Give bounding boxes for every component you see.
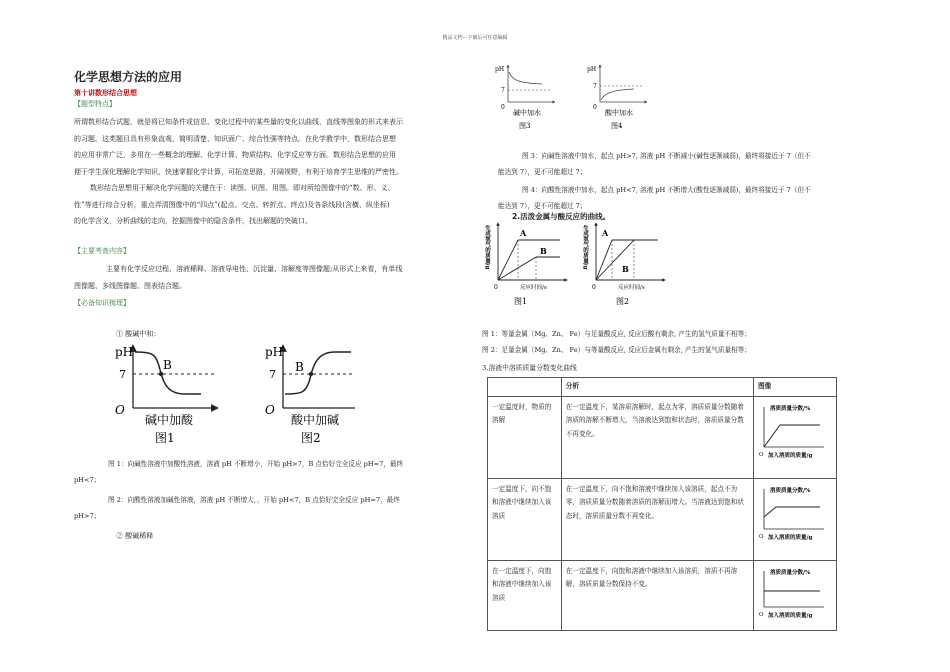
table-row — [488, 560, 837, 631]
mass-fraction-graph — [758, 401, 830, 461]
figure-metal-2 — [582, 224, 664, 306]
text-line: 便于学生深化理解化学知识，快速掌握化学计算，可拓宽思路，开阔视野，有利于培育学生思维的严密性。 — [74, 167, 403, 176]
table-row — [488, 478, 837, 560]
origin-label: O — [115, 403, 125, 417]
text-line: 能达到 7），更不可能超过 7； — [498, 202, 587, 210]
seven-label: 7 — [593, 83, 597, 90]
section-features: 【题型特点】 — [74, 100, 116, 108]
point-b — [309, 372, 313, 376]
origin-label: 0 — [593, 104, 597, 111]
section-knowledge: 【必备知识梳理】 — [74, 299, 130, 307]
analysis-cell: 在一定温度下，向饱和溶液中继续加入该溶质，溶质不再溶解，溶质质量分数保持不变。 — [561, 560, 753, 631]
seven-label: 7 — [119, 368, 126, 381]
text-line: pH>7； — [74, 512, 101, 520]
table-header-row — [488, 378, 837, 397]
mass-fraction-graph — [758, 483, 830, 543]
text-line: 图 1：等量金属（Mg、Zn、 Fe）与足量酸反应, 反应后酸有剩余, 产生的氢气质量不相等； — [482, 330, 751, 338]
item-dilution: ② 酸碱稀释 — [116, 532, 154, 540]
text-line: 图 1：向碱性溶液中加酸性溶液，溶液 pH 不断增小，开始 pH>7，B 点恰好完全反应 pH=7，最终 — [108, 460, 404, 468]
caption: 图1 — [155, 431, 175, 445]
origin-label: 0 — [501, 104, 505, 111]
origin-label: O — [265, 403, 275, 417]
x-label: 碱中加水 — [513, 109, 541, 117]
main-content-paragraph — [74, 261, 474, 294]
text-line: pH<7； — [74, 476, 101, 484]
figure-1-base-plus-acid — [115, 345, 215, 445]
text-line: 的习题。这类题目具有形象直观、简明清楚、知识面广、综合性强等特点。在化学教学中，数形结合思想 — [74, 134, 396, 143]
graph-cell — [754, 560, 837, 631]
x-label: 反应时间/s — [618, 285, 645, 291]
label-b: B — [622, 264, 629, 274]
label-b: B — [540, 246, 547, 256]
origin-label: O — [759, 451, 764, 458]
y-label: pH — [587, 66, 597, 73]
neutralization-figures — [105, 338, 355, 448]
caption: 图2 — [301, 431, 321, 445]
text-line: 能达到 7），更不可能超过 7； — [498, 168, 587, 176]
caption: 图4 — [611, 122, 623, 130]
ph-curve — [601, 89, 634, 100]
y-label: pH — [265, 345, 284, 359]
dilution-figures — [492, 58, 652, 140]
point-b — [159, 372, 163, 376]
origin-label: 0 — [494, 284, 498, 291]
y-label: 溶质质量分数/% — [770, 487, 811, 494]
condition-cell: 在一定温度下，向饱和溶液中继续加入该溶质 — [488, 560, 562, 631]
item-acid-base-neutralization: ① 酸碱中和： — [116, 330, 161, 338]
x-label: 酸中加碱 — [291, 413, 340, 427]
b-label: B — [295, 360, 304, 374]
solution-table — [487, 377, 837, 631]
curve — [764, 425, 820, 447]
analysis-cell: 在一定温度下，向不饱和溶液中继续加入该溶质，起点不为零，溶质质量分数随着溶质的溶解而增大。当溶液达到饱和状态时，溶质质量分数不再变化。 — [561, 478, 753, 560]
figure-2-description — [74, 492, 474, 524]
line-b-rise — [596, 240, 634, 280]
text-line: 的应用非常广泛，多用在一些概念的理解、化学计算、物质结构、化学反应等方面。数形结合思想的应用 — [74, 151, 396, 159]
text-line: 图 3：向碱性溶液中加水，起点 pH>7, 溶液 pH 不断减小(碱性逐渐减弱)，最终将接近于 7（但不 — [522, 152, 811, 160]
text-line: 图像题、多线图像题、图表结合题。 — [74, 281, 186, 290]
label-a: A — [520, 228, 527, 238]
figure-4-acid-plus-water — [587, 66, 646, 130]
figure-3-description — [498, 148, 888, 180]
origin-label: 0 — [592, 284, 596, 291]
ph-curve — [509, 72, 542, 84]
text-line: 图 2：足量金属（Mg、Zn、 Fe）与等量酸反应, 反应后金属有剩余, 产生的氢气质量相等； — [482, 346, 751, 354]
line-a-rise — [596, 240, 612, 280]
b-label: B — [163, 358, 172, 372]
metal-acid-description — [482, 326, 902, 358]
y-label: 溶质质量分数/% — [770, 569, 811, 576]
figure-1-description — [74, 456, 474, 488]
header-cell: 图像 — [754, 378, 837, 397]
curve — [764, 507, 820, 517]
origin-label: O — [759, 533, 764, 540]
text-line: 所谓数形结合试题，就是将已知条件或信息、变化过程中的某些量的变化以曲线、直线等图象的形式来表示 — [74, 118, 403, 126]
page-title: 化学思想方法的应用 — [74, 70, 183, 84]
x-label: 酸中加水 — [605, 109, 633, 117]
analysis-cell: 在一定温度下，某溶质溶解时，起点为零，溶质质量分数随着溶质的溶解不断增大，当溶液达到饱和状态时，溶质质量分数不再变化。 — [561, 396, 753, 478]
x-label: 加入溶质的质量/g — [768, 534, 813, 541]
graph-cell — [754, 478, 837, 560]
intro-paragraph — [74, 114, 474, 230]
page-header: 精品文档---下载后可任意编辑 — [442, 35, 508, 41]
lecture-title: 第十讲数形结合思想 — [74, 89, 137, 97]
x-label: 加入溶质的质量/g — [768, 612, 813, 619]
text-line: 图 4：向酸性溶液中加水，起点 pH<7, 溶液 pH 不断增大(酸性逐渐减弱)，最终将接近于 7（但不 — [522, 186, 811, 194]
text-line: 的化学含义，分析曲线的走向，挖掘图像中的隐含条件，找出解题的突破口。 — [74, 217, 312, 225]
figure-metal-1 — [484, 224, 566, 306]
condition-cell: 一定温度时，物质的溶解 — [488, 396, 562, 478]
header-cell — [488, 378, 562, 397]
caption: 图1 — [514, 297, 528, 306]
item-metal-acid: 2.活泼金属与酸反应的曲线。 — [512, 212, 611, 221]
graph-cell — [754, 396, 837, 478]
mass-fraction-graph — [758, 565, 830, 621]
figure-3-base-plus-water — [495, 66, 554, 130]
y-label: 生成氢气的质量/g — [484, 225, 490, 270]
metal-acid-figures — [478, 220, 678, 312]
condition-cell: 一定温度下，向不饱和溶液中继续加入该溶质 — [488, 478, 562, 560]
origin-label: O — [759, 611, 764, 618]
header-cell: 分析 — [561, 378, 753, 397]
text-line: 性”等进行综合分析，重点弄清图像中的“四点”(起点、交点、转折点、终点)及各条线段(含横、纵坐标) — [74, 200, 390, 209]
x-label: 碱中加酸 — [145, 413, 194, 427]
seven-label: 7 — [501, 87, 505, 94]
y-label: pH — [495, 66, 505, 73]
y-label: 溶质质量分数/% — [770, 405, 811, 412]
text-line: 数形结合思想用于解决化学问题的关键在于：读图、识图、用图。即对所给图像中的“数、形、义、 — [90, 184, 395, 192]
text-line: 图 2：向酸性溶液加碱性溶液，溶液 pH 不断增大，，开始 pH<7，B 点恰好完全反应 pH=7，最终 — [108, 496, 400, 504]
table-row — [488, 396, 837, 478]
seven-label: 7 — [269, 368, 276, 381]
figure-4-description — [498, 182, 888, 214]
caption: 图3 — [519, 122, 531, 130]
caption: 图2 — [616, 297, 630, 306]
y-label: pH — [115, 345, 134, 359]
figure-2-acid-plus-base — [265, 345, 355, 445]
text-line: 主要有化学反应过程、溶液稀释、溶液导电性、沉淀量、溶解度等图像题;从形式上来看，有单线 — [106, 265, 403, 273]
x-label: 加入溶质的质量/g — [768, 452, 813, 459]
x-label: 反应时间/s — [520, 285, 547, 291]
item-solution-mass-fraction: 3.溶液中溶质质量分数变化曲线 — [482, 364, 577, 372]
y-label: 生成氢气的质量/g — [582, 225, 588, 270]
label-a: A — [602, 228, 609, 238]
section-main-content: 【主要考查内容】 — [74, 247, 130, 255]
